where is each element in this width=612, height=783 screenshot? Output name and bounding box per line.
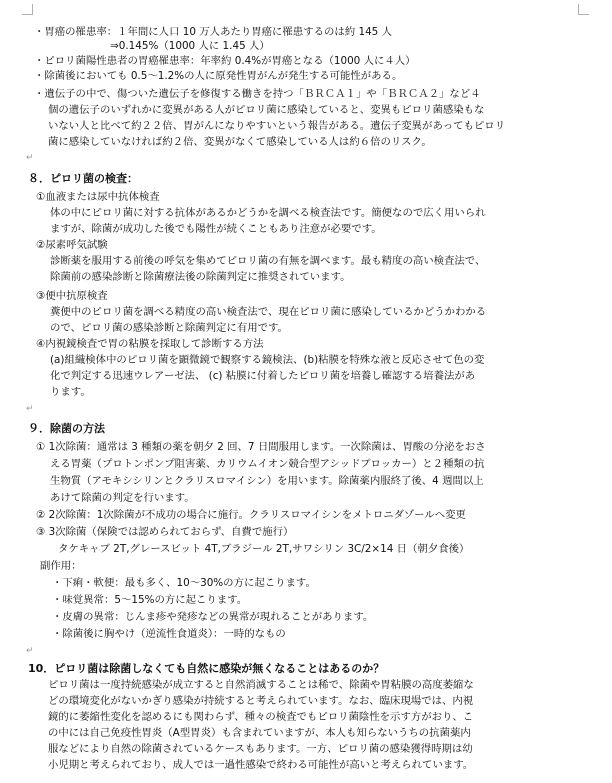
section-line: (a)組織検体中のピロリ菌を顕微鏡で観察する鏡検法、(b)粘膜を特殊な液と反応させて色の変 <box>50 354 485 366</box>
section-line: ります。 <box>50 386 91 398</box>
bullet-line: ⇒0.145%（1000 人に 1.45 人） <box>110 40 270 52</box>
crop-mark-top-right <box>578 4 589 15</box>
section-line: 化で判定する迅速ウレアーゼ法、 (c) 粘膜に付着したピロリ菌を培養し確認する培養法があ <box>50 370 476 382</box>
section-line: ・下痢・軟便：最も多く、10～30%の方に起こります。 <box>52 577 316 589</box>
bullet-line: ・遺伝子の中で、傷ついた遺伝子を修復する働きを持つ「ＢＲＣＡ１」や「ＢＲＣＡ２」など４ <box>34 88 481 100</box>
section-line: 生物質（アモキシシリンとクラリスロマイシン）を用います。除菌薬内服終了後、4 週間以上 <box>50 475 484 487</box>
section-line: ③ 3次除菌（保険では認められておらず、自費で施行） <box>36 526 294 538</box>
bullet-line: ・胃癌の罹患率：１年間に人口 10 万人あたり胃癌に罹患するのは約 145 人 <box>34 26 392 38</box>
section-line: 体の中にピロリ菌に対する抗体があるかどうかを調べる検査法です。簡便なので広く用いられ <box>50 207 486 219</box>
section-line: 副作用： <box>40 560 82 572</box>
section-line: える胃薬（プロトンポンプ阻害薬、カリウムイオン競合型アシッドブロッカー）と２種類の抗 <box>50 458 485 470</box>
section-line: ますが、除菌が成功した後でも陽性が続くこともあり注意が必要です。 <box>50 223 382 235</box>
section-line: 服などにより自然の除菌されているケースもあります。一方、ピロリ菌の感染獲得時期は幼 <box>48 743 473 755</box>
section-line: 糞便中のピロリ菌を調べる精度の高い検査法で、現在ピロリ菌に感染しているかどうかわかる <box>50 306 487 318</box>
section-line: ① 1次除菌：通常は 3 種類の薬を朝夕 2 回、7 日間服用します。一次除菌は、胃酸の分泌をおさ <box>36 441 486 453</box>
paragraph-mark: ↵ <box>26 153 34 163</box>
section-line: ・除菌後に胸やけ（逆流性食道炎）：一時的なもの <box>52 628 286 640</box>
section-line: あけて除菌の判定を行います。 <box>50 492 195 504</box>
section-heading: 10．ピロリ菌は除菌しなくても自然に感染が無くなることはあるのか？ <box>28 662 385 675</box>
section-line: 鏡的に萎縮性変化を認めるにも関わらず、種々の検査でもピロリ菌陰性を示す方がおり、こ <box>48 711 474 723</box>
section-line: ④内視鏡検査で胃の粘膜を採取して診断する方法 <box>36 338 264 350</box>
crop-mark-top-left <box>22 4 33 15</box>
section-line: ③便中抗原検査 <box>36 290 108 302</box>
bullet-line: 菌に感染していなければ約２倍、変異がなくて感染している人は約６倍のリスク。 <box>48 136 432 148</box>
section-line: ので、ピロリ菌の感染診断と除菌判定に有用です。 <box>50 322 288 334</box>
section-line: ②尿素呼気試験 <box>36 239 108 251</box>
section-line: ピロリ菌は一度持続感染が成立すると自然消滅することは稀で、除菌や胃粘膜の高度萎縮な <box>48 679 474 691</box>
section-heading: ８．ピロリ菌の検査： <box>28 172 138 185</box>
section-line: ② 2次除菌：1次除菌が不成功の場合に施行。クラリスロマイシンをメトロニダゾールへ変更 <box>36 509 466 521</box>
section-line: ・皮膚の異常：じんま疹や発疹などの異常が現れることがあります。 <box>52 611 374 623</box>
section-line: タケキャブ 2T,グレースビット 4T,ブラジール 2T,サワシリン 3C/2×14 日（朝夕食後） <box>58 543 470 555</box>
section-line: 小児期と考えられており、成人では一過性感染で終わる可能性が高いと考えられています。 <box>48 759 474 771</box>
bullet-line: ・除菌後においても 0.5～1.2%の人に原発性胃がんが発生する可能性がある。 <box>34 70 403 82</box>
bullet-line: ・ピロリ菌陽性患者の胃癌罹患率：年率約 0.4%が胃癌となる（1000 人に４人） <box>34 55 416 67</box>
section-line: ①血液または尿中抗体検査 <box>36 191 160 203</box>
bullet-line: いない人と比べて約２２倍、胃がんになりやすいという報告がある。遺伝子変異があってもピロリ <box>48 120 506 132</box>
section-line: どの環境変化がないかぎり感染が持続すると考えられています。なお、臨床現場では、内視 <box>48 695 474 707</box>
section-line: ・味覚異常：5～15%の方に起こります。 <box>52 594 248 606</box>
section-heading: ９．除菌の方法 <box>28 422 105 435</box>
section-line: 除菌前の感染診断と除菌療法後の除菌判定に推奨されています。 <box>50 271 351 283</box>
paragraph-mark: ↵ <box>26 646 34 656</box>
section-line: 診断薬を服用する前後の呼気を集めてピロリ菌の有無を調べます。最も精度の高い検査法で、 <box>50 255 486 267</box>
bullet-line: 個の遺伝子のいずれかに変異がある人がピロリ菌に感染していると、変異もピロリ菌感染もな <box>48 104 485 116</box>
section-line: の中には自己免疫性胃炎（A型胃炎）も含まれていますが、本人も知らないうちの抗菌薬内 <box>48 727 471 739</box>
paragraph-mark: ↵ <box>26 404 34 414</box>
